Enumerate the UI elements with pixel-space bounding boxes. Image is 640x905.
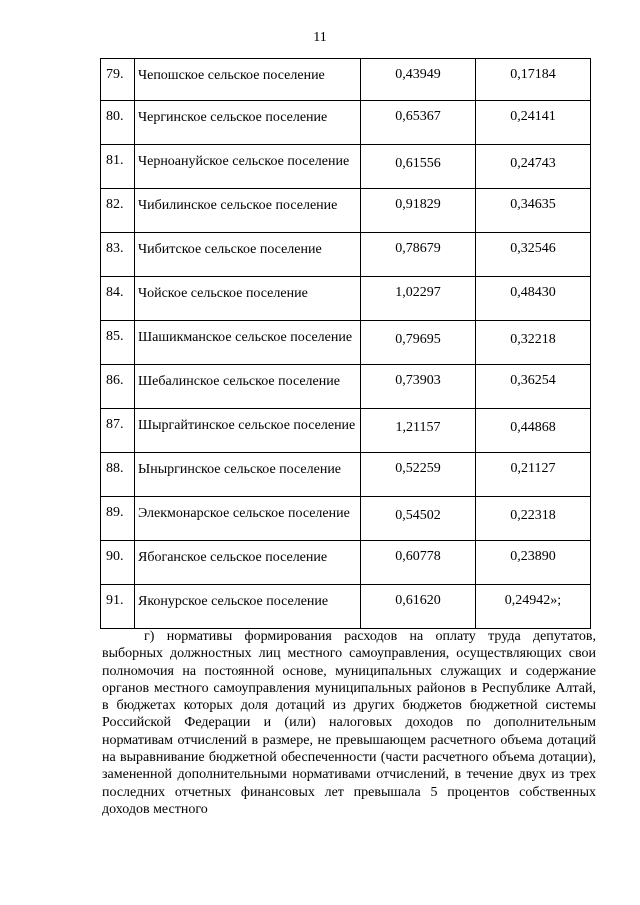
value-1: 0,91829 [361, 189, 476, 233]
value-2: 0,34635 [476, 189, 591, 233]
table-row [101, 101, 591, 145]
value-1: 1,21157 [361, 409, 476, 453]
settlement-name: Шашикманское сельское поселение [135, 321, 361, 365]
row-number: 79. [101, 59, 135, 101]
settlement-name: Шыргайтинское сельское поселение [135, 409, 361, 453]
value-2: 0,21127 [476, 453, 591, 497]
value-2: 0,24743 [476, 145, 591, 189]
settlement-name: Чойское сельское поселение [135, 277, 361, 321]
settlement-name: Шебалинское сельское поселение [135, 365, 361, 409]
value-2: 0,24942»; [476, 585, 591, 629]
value-1: 0,54502 [361, 497, 476, 541]
value-2: 0,23890 [476, 541, 591, 585]
value-1: 0,61556 [361, 145, 476, 189]
value-2: 0,17184 [476, 59, 591, 101]
value-1: 0,65367 [361, 101, 476, 145]
value-1: 0,52259 [361, 453, 476, 497]
value-2: 0,44868 [476, 409, 591, 453]
settlement-name: Чепошское сельское поселение [135, 59, 361, 101]
table-row [101, 277, 591, 321]
table-row [101, 497, 591, 541]
table-row [101, 453, 591, 497]
value-1: 0,61620 [361, 585, 476, 629]
settlements-table [100, 58, 591, 629]
settlement-name: Элекмонарское сельское поселение [135, 497, 361, 541]
value-1: 0,73903 [361, 365, 476, 409]
row-number: 87. [101, 409, 135, 453]
settlement-name: Черноануйское сельское поселение [135, 145, 361, 189]
table-row [101, 541, 591, 585]
table-row [101, 321, 591, 365]
value-1: 0,43949 [361, 59, 476, 101]
row-number: 88. [101, 453, 135, 497]
settlement-name: Чибилинское сельское поселение [135, 189, 361, 233]
row-number: 81. [101, 145, 135, 189]
settlement-name: Чибитское сельское поселение [135, 233, 361, 277]
value-2: 0,24141 [476, 101, 591, 145]
settlement-name: Яконурское сельское поселение [135, 585, 361, 629]
table-row [101, 233, 591, 277]
table-row [101, 189, 591, 233]
row-number: 90. [101, 541, 135, 585]
value-2: 0,48430 [476, 277, 591, 321]
row-number: 82. [101, 189, 135, 233]
value-2: 0,32218 [476, 321, 591, 365]
settlement-name: Чергинское сельское поселение [135, 101, 361, 145]
table-row [101, 409, 591, 453]
value-1: 0,60778 [361, 541, 476, 585]
row-number: 84. [101, 277, 135, 321]
value-2: 0,32546 [476, 233, 591, 277]
row-number: 85. [101, 321, 135, 365]
value-2: 0,22318 [476, 497, 591, 541]
row-number: 91. [101, 585, 135, 629]
page-number: 11 [313, 30, 327, 45]
table-row [101, 59, 591, 101]
value-1: 0,79695 [361, 321, 476, 365]
table-row [101, 585, 591, 629]
table-row [101, 365, 591, 409]
value-2: 0,36254 [476, 365, 591, 409]
row-number: 80. [101, 101, 135, 145]
row-number: 83. [101, 233, 135, 277]
row-number: 89. [101, 497, 135, 541]
settlement-name: Ябоганское сельское поселение [135, 541, 361, 585]
value-1: 0,78679 [361, 233, 476, 277]
table-row [101, 145, 591, 189]
body-paragraph: г) нормативы формирования расходов на оплату труда депутатов, выборных должностных лиц местного самоуправления, осуществляющих свои полномочия на постоянной основе, муниципальных служащих и содержание органов местного самоуправления муниципальных районов в Республике Алтай, в бюджетах которых доля дотаций из других бюджетов бюджетной системы Российской Федерации и (или) налоговых доходов по дополнительным нормативам отчислений в размере, не превышающем расчетного объема дотаций на выравнивание бюджетной обеспеченности (части расчетного объема дотации), замененной дополнительными нормативами отчислений, в течение двух из трех последних отчетных финансовых лет превышала 5 процентов собственных доходов местного [102, 629, 596, 817]
value-1: 1,02297 [361, 277, 476, 321]
row-number: 86. [101, 365, 135, 409]
settlement-name: Ыныргинское сельское поселение [135, 453, 361, 497]
